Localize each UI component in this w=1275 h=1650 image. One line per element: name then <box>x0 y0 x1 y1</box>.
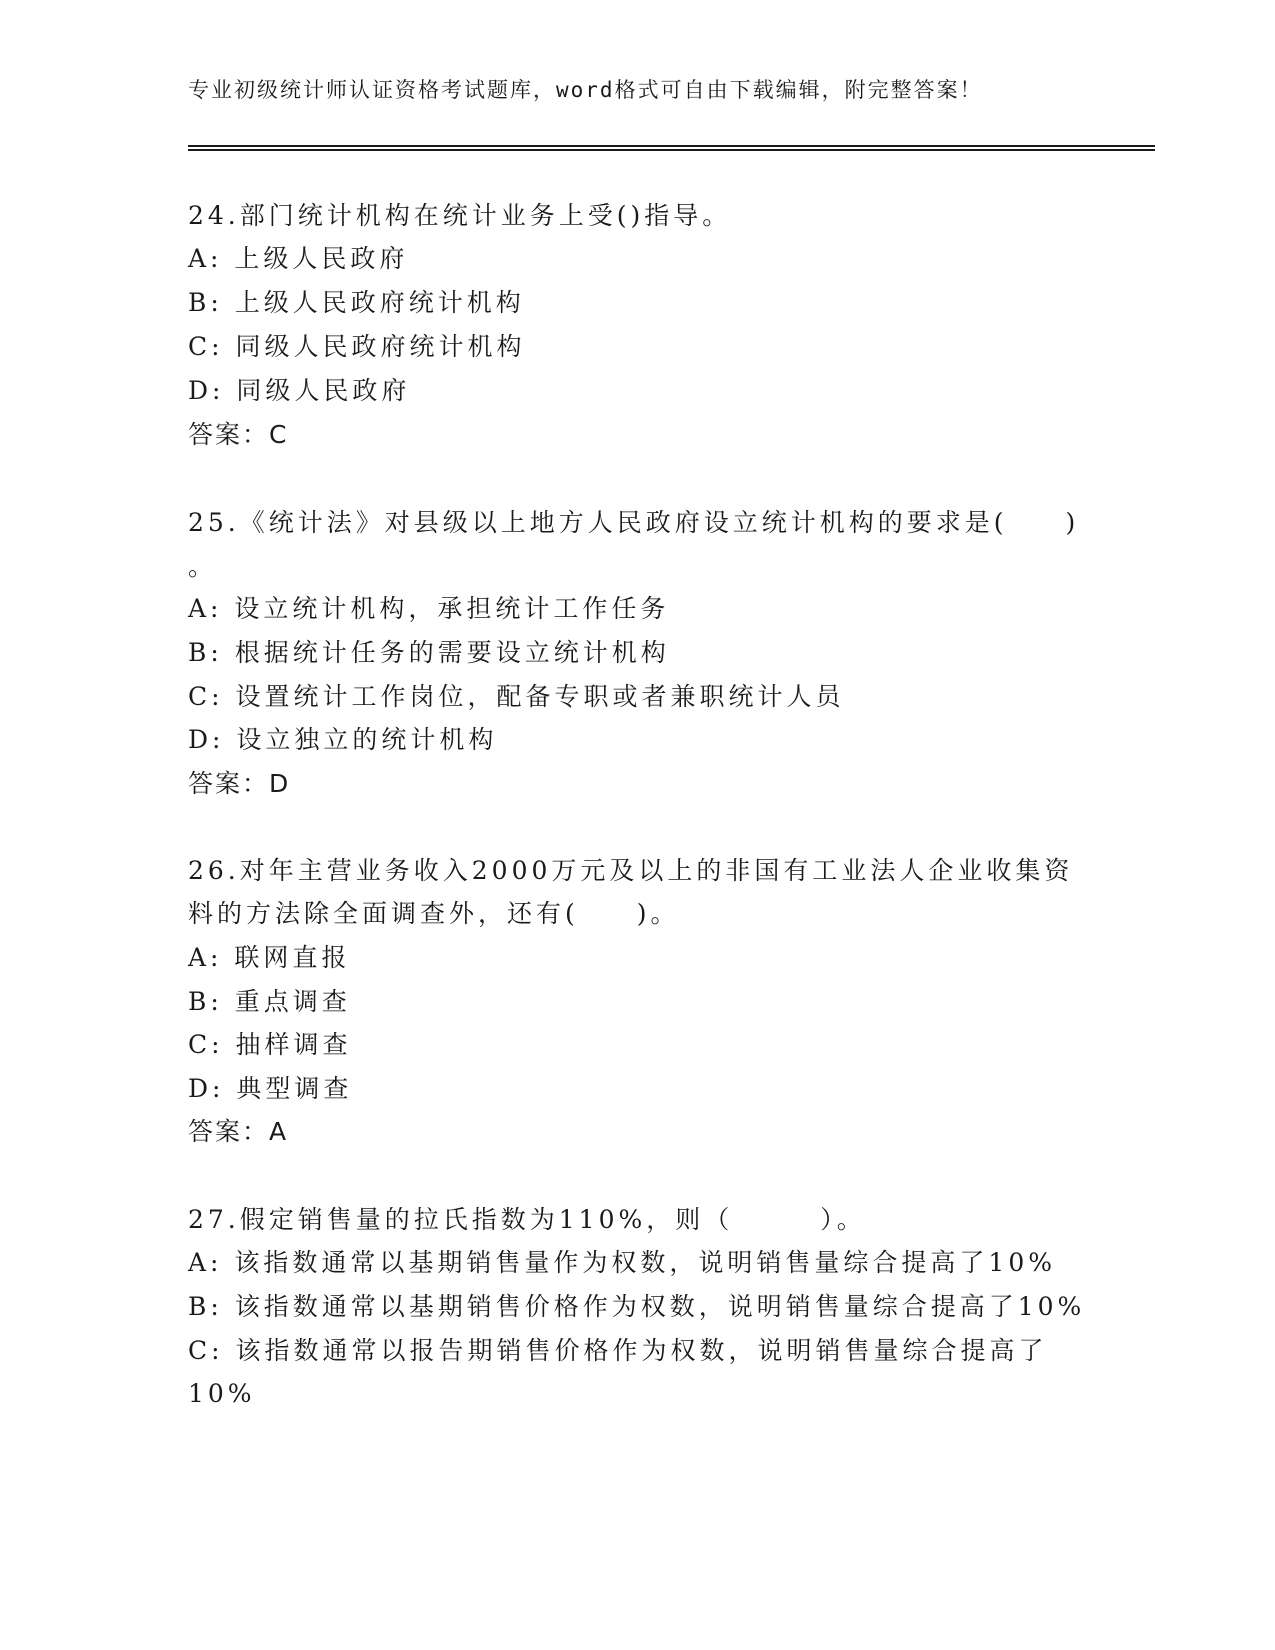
question-24-option-a: A: 上级人民政府 <box>188 244 409 273</box>
question-25-option-b: B: 根据统计任务的需要设立统计机构 <box>188 638 670 667</box>
question-25-stem: 25.《统计法》对县级以上地方人民政府设立统计机构的要求是( ) <box>188 508 1080 537</box>
question-25-option-d: D: 设立独立的统计机构 <box>188 725 498 754</box>
question-24-stem: 24.部门统计机构在统计业务上受()指导。 <box>188 201 732 230</box>
question-25-option-c: C: 设置统计工作岗位，配备专职或者兼职统计人员 <box>188 682 845 711</box>
question-26-stem: 26.对年主营业务收入2000万元及以上的非国有工业法人企业收集资 <box>188 856 1074 885</box>
question-24-option-b: B: 上级人民政府统计机构 <box>188 288 525 317</box>
question-24-option-d: D: 同级人民政府 <box>188 376 411 405</box>
question-26-answer: 答案：A <box>188 1117 289 1146</box>
question-25-answer: 答案：D <box>188 769 291 798</box>
question-26-option-b: B: 重点调查 <box>188 987 351 1016</box>
question-26-option-d: D: 典型调查 <box>188 1074 353 1103</box>
question-25-option-a: A: 设立统计机构，承担统计工作任务 <box>188 594 670 623</box>
question-27-option-b: B: 该指数通常以基期销售价格作为权数，说明销售量综合提高了10% <box>188 1292 1086 1321</box>
question-26-stem-continued: 料的方法除全面调查外，还有( )。 <box>188 899 680 928</box>
header-divider <box>188 145 1155 151</box>
question-27-option-c: C: 该指数通常以报告期销售价格作为权数，说明销售量综合提高了 <box>188 1336 1048 1365</box>
question-26-option-a: A: 联网直报 <box>188 943 351 972</box>
question-27-option-a: A: 该指数通常以基期销售量作为权数，说明销售量综合提高了10% <box>188 1248 1056 1277</box>
page-header: 专业初级统计师认证资格考试题库，word格式可自由下载编辑，附完整答案！ <box>188 78 983 102</box>
question-27-option-c-continued: 10% <box>188 1379 256 1408</box>
question-24-answer: 答案：C <box>188 420 289 449</box>
question-24-option-c: C: 同级人民政府统计机构 <box>188 332 526 361</box>
question-25-stem-continued: 。 <box>188 552 218 581</box>
question-27-stem: 27.假定销售量的拉氏指数为110%，则（ ）。 <box>188 1205 866 1234</box>
question-26-option-c: C: 抽样调查 <box>188 1030 352 1059</box>
